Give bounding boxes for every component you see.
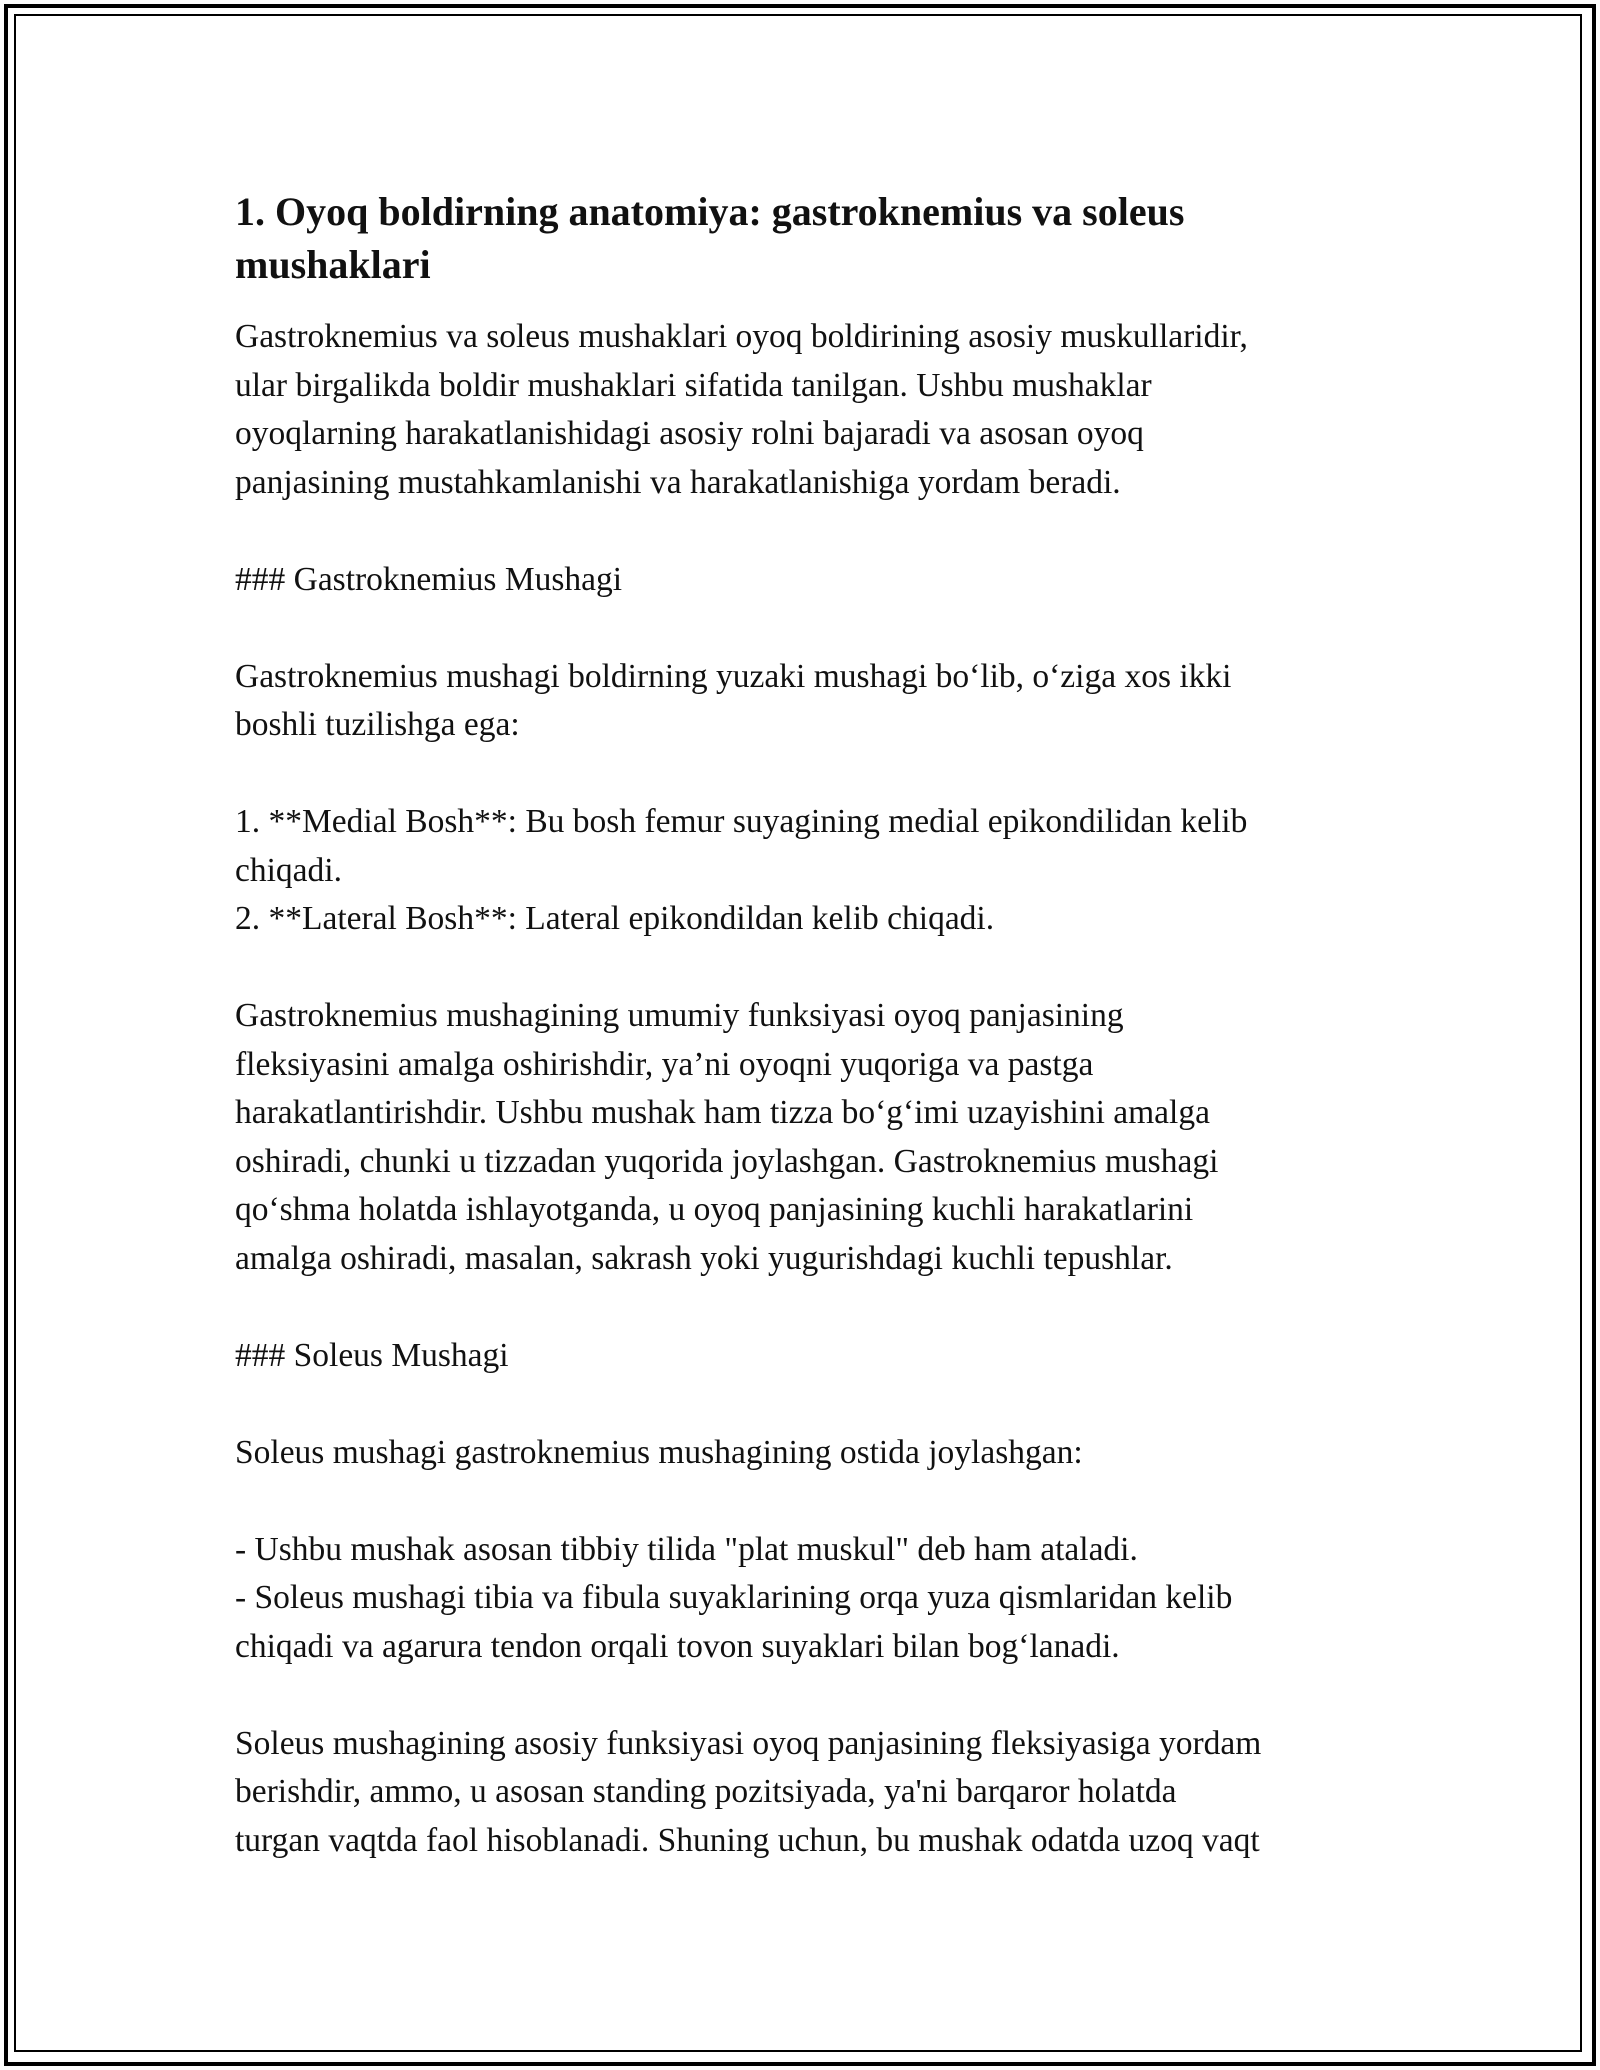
list-item: 2. **Lateral Bosh**: Lateral epikondildan kelib chiqadi. — [235, 900, 995, 937]
document-page — [235, 185, 1375, 1865]
list-item: - Soleus mushagi tibia va fibula suyaklarining orqa yuza qismlaridan kelib — [235, 1579, 1233, 1616]
text-line: ### Gastroknemius Mushagi — [235, 560, 623, 598]
text-line: qo‘shma holatda ishlayotganda, u oyoq panjasining kuchli harakatlarini — [235, 1191, 1194, 1228]
text-line: ular birgalikda boldir mushaklari sifatida tanilgan. Ushbu mushaklar — [235, 366, 1152, 404]
text-line: Soleus mushagi gastroknemius mushagining ostida joylashgan: — [235, 1433, 1083, 1471]
subheading-soleus — [235, 1332, 1375, 1381]
text-line: amalga oshiradi, masalan, sakrash yoki yugurishdagi kuchli tepushlar. — [235, 1239, 1173, 1277]
section-title — [235, 185, 1375, 291]
heads-list — [235, 798, 1375, 944]
gastroknemius-function-paragraph — [235, 992, 1375, 1283]
soleus-list — [235, 1526, 1375, 1672]
text-line: turgan vaqtda faol hisoblanadi. Shuning uchun, bu mushak odatda uzoq vaqt — [235, 1821, 1260, 1859]
text-line: fleksiyasini amalga oshirishdir, ya’ni oyoqni yuqoriga va pastga — [235, 1045, 1094, 1083]
text-line: harakatlantirishdir. Ushbu mushak ham tizza bo‘g‘imi uzayishini amalga — [235, 1094, 1210, 1131]
text-line: panjasining mustahkamlanishi va harakatlanishiga yordam beradi. — [235, 463, 1121, 501]
text-line: Gastroknemius va soleus mushaklari oyoq boldirining asosiy muskullaridir, — [235, 318, 1248, 355]
list-item: chiqadi. — [235, 851, 342, 889]
text-line: oyoqlarning harakatlanishidagi asosiy rolni bajaradi va asosan oyoq — [235, 415, 1144, 452]
text-line: Gastroknemius mushagi boldirning yuzaki mushagi bo‘lib, o‘ziga xos ikki — [235, 657, 1232, 695]
list-item: - Ushbu mushak asosan tibbiy tilida "plat muskul" deb ham ataladi. — [235, 1530, 1138, 1568]
intro-paragraph — [235, 313, 1375, 507]
subheading-gastroknemius — [235, 556, 1375, 605]
gastroknemius-intro-paragraph — [235, 653, 1375, 750]
title-line: mushaklari — [235, 242, 431, 287]
list-item: chiqadi va agarura tendon orqali tovon suyaklari bilan bog‘lanadi. — [235, 1627, 1120, 1665]
text-line: ### Soleus Mushagi — [235, 1336, 509, 1374]
soleus-intro-paragraph — [235, 1429, 1375, 1478]
title-line: 1. Oyoq boldirning anatomiya: gastroknemius va soleus — [235, 189, 1185, 234]
list-item: 1. **Medial Bosh**: Bu bosh femur suyagining medial epikondilidan kelib — [235, 803, 1248, 840]
text-line: boshli tuzilishga ega: — [235, 706, 520, 743]
soleus-function-paragraph — [235, 1720, 1375, 1866]
text-line: oshiradi, chunki u tizzadan yuqorida joylashgan. Gastroknemius mushagi — [235, 1142, 1219, 1180]
text-line: Soleus mushagining asosiy funksiyasi oyoq panjasining fleksiyasiga yordam — [235, 1724, 1262, 1762]
text-line: berishdir, ammo, u asosan standing pozitsiyada, ya'ni barqaror holatda — [235, 1773, 1177, 1810]
text-line: Gastroknemius mushagining umumiy funksiyasi oyoq panjasining — [235, 997, 1124, 1034]
